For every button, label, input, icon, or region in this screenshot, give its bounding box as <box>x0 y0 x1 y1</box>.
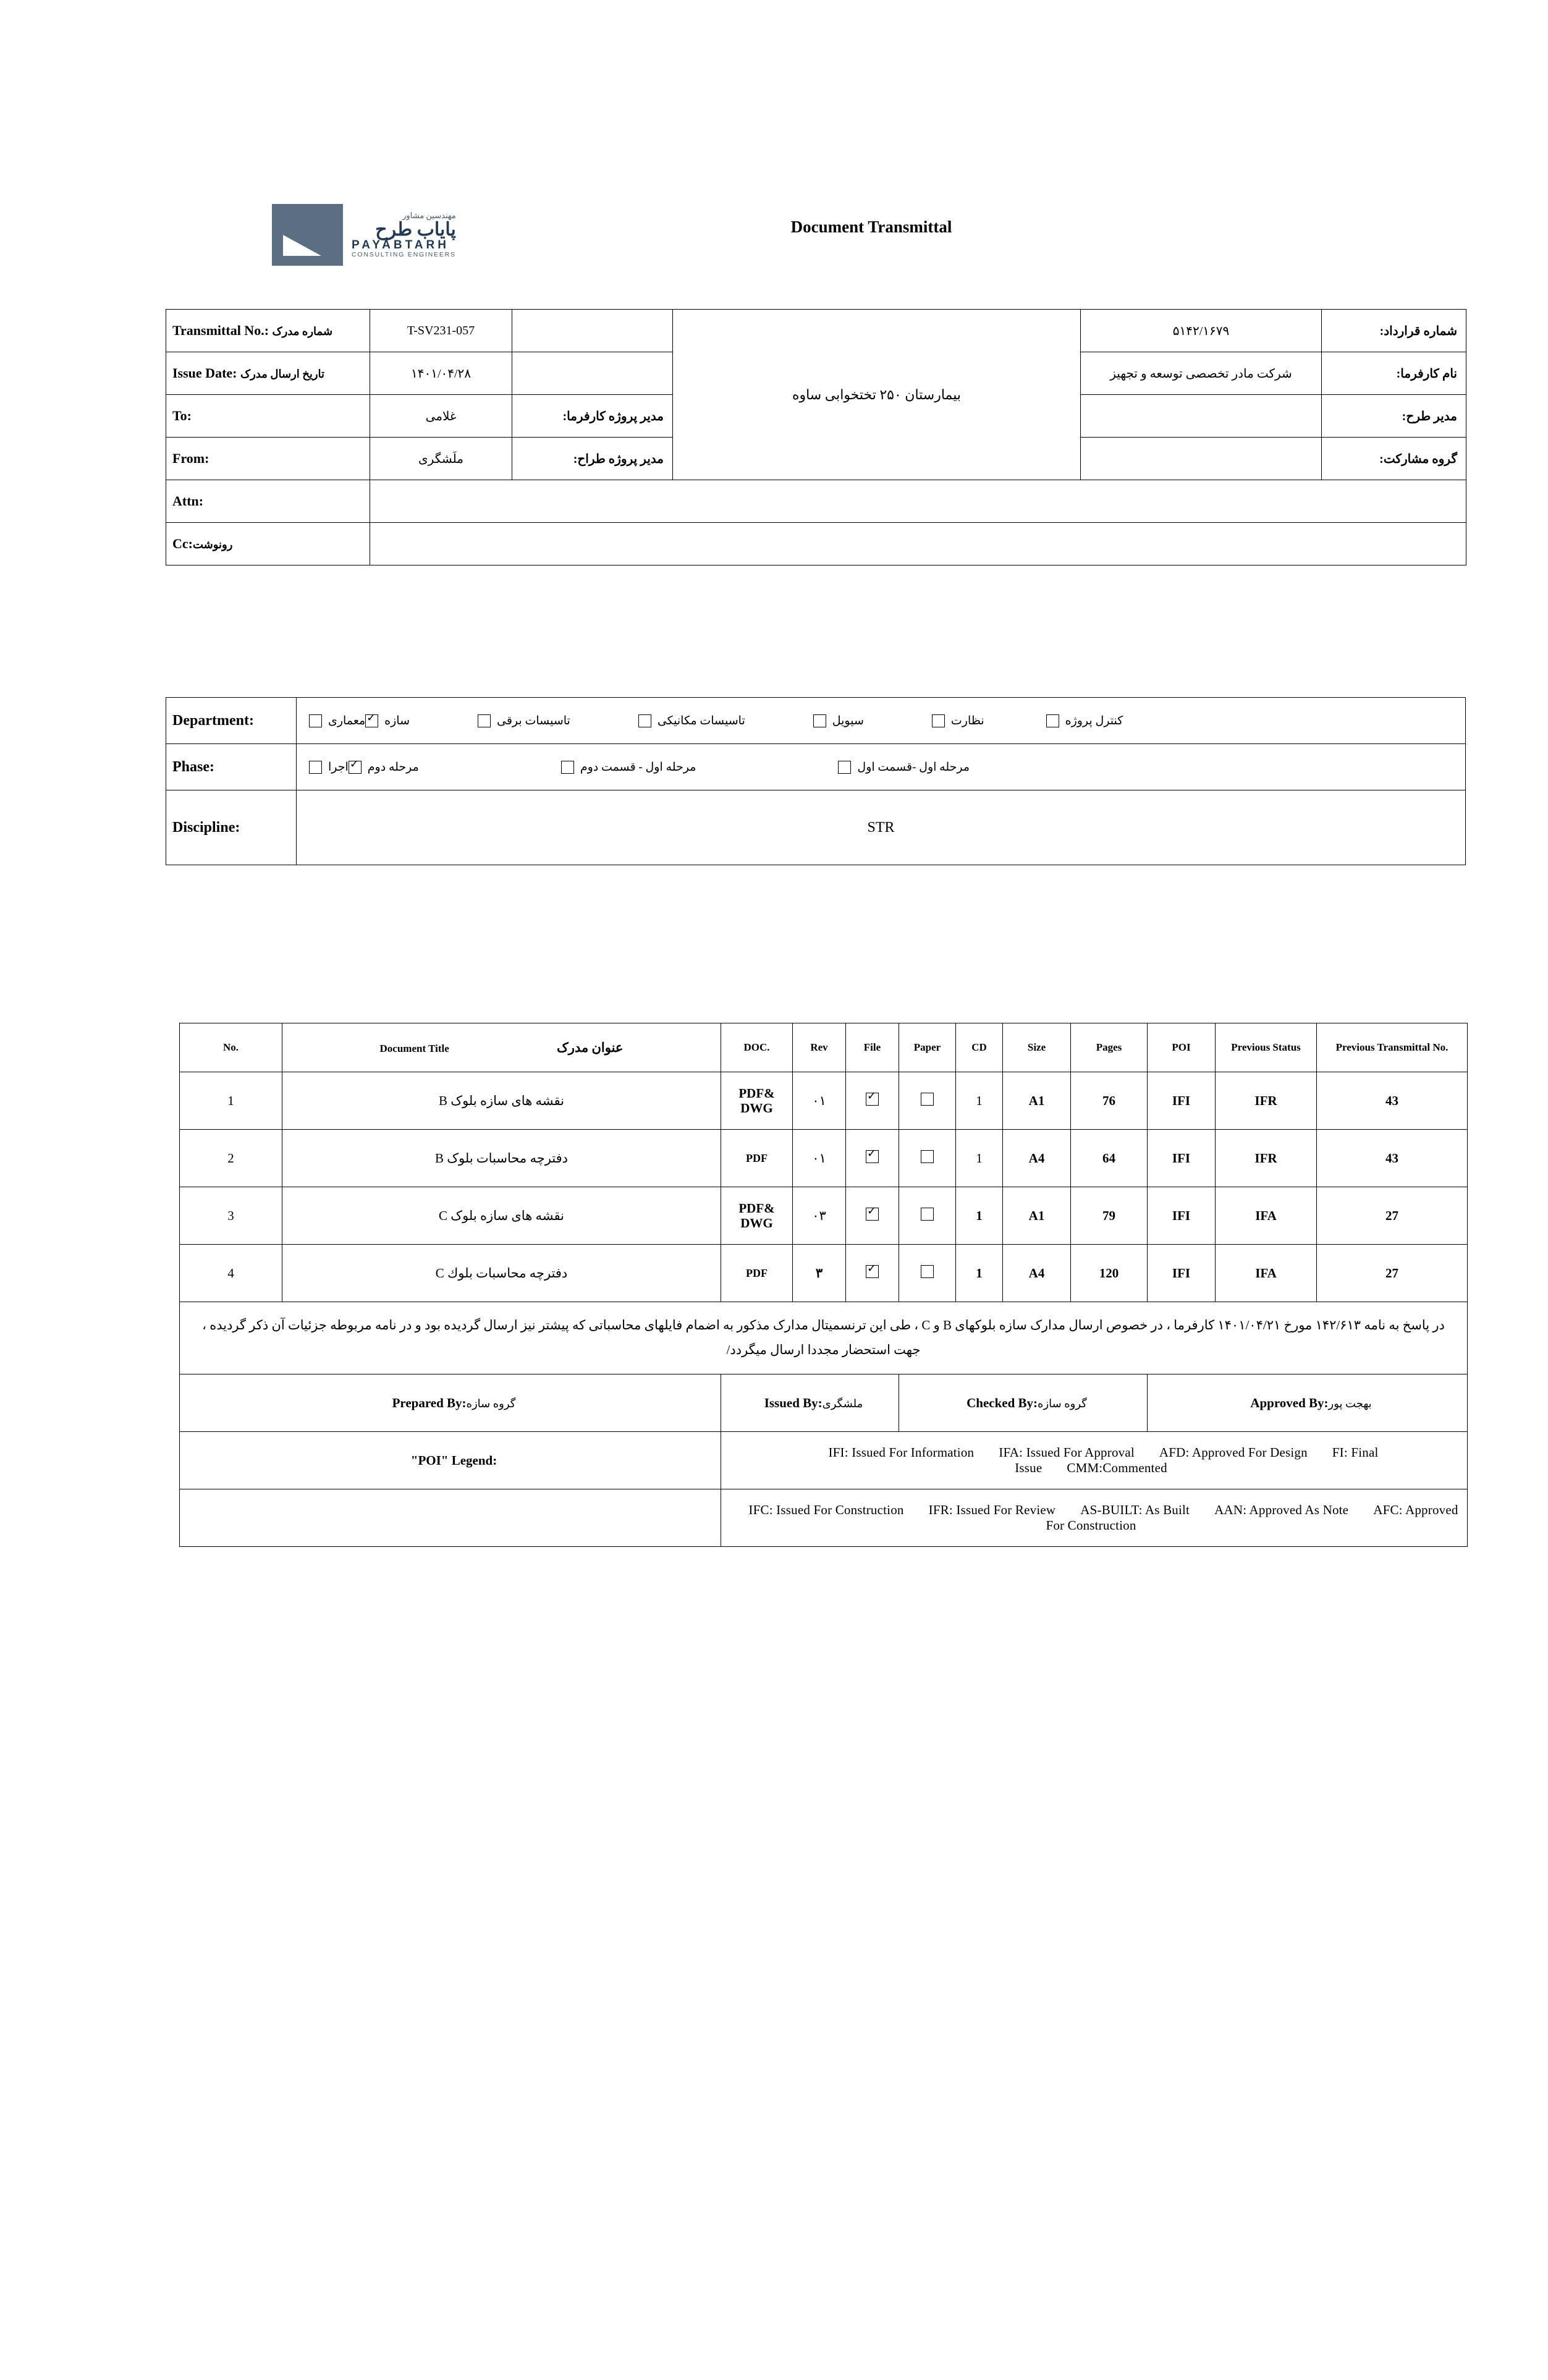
table-row <box>166 523 1466 565</box>
legend-afd: AFD: Approved For Design <box>1159 1445 1308 1460</box>
legend-line-2 <box>721 1489 1468 1547</box>
department-option-civil[interactable] <box>813 714 864 728</box>
row-cd: 1 <box>956 1072 1003 1130</box>
issued-by <box>721 1374 899 1432</box>
column-header-previous-transmittal-no: Previous Transmittal No. <box>1317 1023 1468 1072</box>
column-header-cd: CD <box>956 1023 1003 1072</box>
column-header-pages: Pages <box>1071 1023 1148 1072</box>
phase-label: Phase: <box>166 744 297 790</box>
logo-company-sub: CONSULTING ENGINEERS <box>352 251 456 259</box>
checkbox-icon[interactable] <box>1046 714 1059 727</box>
approved-by-value: بهجت پور <box>1328 1397 1372 1410</box>
column-header-title-en: Document Title <box>379 1042 449 1054</box>
plan-manager-value <box>1081 395 1322 438</box>
phase-options <box>297 744 1466 790</box>
checked-by-value: گروه سازه <box>1038 1397 1087 1410</box>
page-title: Document Transmittal <box>790 218 952 236</box>
row-document-title: نقشه های سازه بلوک C <box>282 1187 721 1245</box>
row-previous-status: IFR <box>1216 1072 1317 1130</box>
plan-manager-label: مدیر طرح: <box>1322 395 1466 438</box>
cc-label-en: Cc: <box>172 536 193 551</box>
checkbox-checked-icon[interactable] <box>866 1265 879 1278</box>
column-header-title-fa: عنوان مدرک <box>557 1040 624 1055</box>
row-poi: IFI <box>1148 1072 1216 1130</box>
employer-name-value: شرکت مادر تخصصی توسعه و تجهیز <box>1081 352 1322 395</box>
legend-ifr: IFR: Issued For Review <box>928 1502 1056 1517</box>
note-row <box>180 1302 1468 1374</box>
employer-pm-label: مدیر پروژه کارفرما: <box>512 395 673 438</box>
row-size: A4 <box>1003 1130 1071 1187</box>
classification-table <box>166 697 1466 865</box>
row-previous-transmittal: 43 <box>1317 1130 1468 1187</box>
logo-fa-small: مهندسین مشاور <box>402 210 456 220</box>
checkbox-checked-icon[interactable] <box>866 1208 879 1221</box>
legend-label: "POI" Legend: <box>180 1432 721 1489</box>
transmittal-no-label-fa: شماره مدرک <box>272 325 333 337</box>
signature-row <box>180 1374 1468 1432</box>
row-doc-type: PDF <box>721 1245 793 1302</box>
row-previous-transmittal: 27 <box>1317 1245 1468 1302</box>
checkbox-icon[interactable] <box>478 714 491 727</box>
row-doc-type: PDF <box>721 1130 793 1187</box>
contract-no-value: ۵۱۴۲/۱۶۷۹ <box>1081 310 1322 352</box>
checkbox-icon[interactable] <box>932 714 945 727</box>
row-previous-transmittal: 43 <box>1317 1072 1468 1130</box>
legend-label-empty <box>180 1489 721 1547</box>
document-header <box>0 192 1548 278</box>
cc-value <box>370 523 1466 565</box>
prepared-by <box>180 1374 721 1432</box>
row-file <box>846 1187 899 1245</box>
department-option-nezarat[interactable] <box>932 714 984 728</box>
partnership-group-value <box>1081 438 1322 480</box>
phase-option-phase1-part2[interactable] <box>561 760 696 774</box>
table-row <box>180 1245 1468 1302</box>
row-poi: IFI <box>1148 1245 1216 1302</box>
to-value: غلامی <box>370 395 512 438</box>
transmittal-no-label <box>166 310 370 352</box>
checkbox-icon[interactable] <box>921 1208 934 1221</box>
row-cd: 1 <box>956 1245 1003 1302</box>
column-header-paper: Paper <box>899 1023 956 1072</box>
phase-option-label: مرحله دوم <box>367 760 419 774</box>
department-option-label: نظارت <box>950 714 984 727</box>
phase-option-label: مرحله اول - قسمت دوم <box>580 760 696 774</box>
discipline-value: STR <box>297 790 1466 865</box>
checkbox-icon[interactable] <box>813 714 826 727</box>
row-size: A4 <box>1003 1245 1071 1302</box>
row-paper <box>899 1187 956 1245</box>
checkbox-icon[interactable] <box>921 1265 934 1278</box>
row-doc-type: PDF& DWG <box>721 1072 793 1130</box>
row-poi: IFI <box>1148 1130 1216 1187</box>
prepared-by-label: Prepared By: <box>392 1395 467 1410</box>
legend-row-1 <box>180 1432 1468 1489</box>
checkbox-icon[interactable] <box>921 1093 934 1106</box>
partnership-group-label: گروه مشارکت: <box>1322 438 1466 480</box>
project-title: بیمارستان ۲۵۰ تختخوابی ساوه <box>673 310 1081 480</box>
row-rev: ۰۳ <box>793 1187 846 1245</box>
spacer-cell-1 <box>512 310 673 352</box>
checkbox-icon[interactable] <box>309 714 322 727</box>
issue-date-label-fa: تاریخ ارسال مدرک <box>240 368 325 380</box>
approved-by-label: Approved By: <box>1250 1395 1329 1410</box>
department-option-label: سازه <box>384 714 410 727</box>
phase-option-phase1-part1[interactable] <box>838 760 970 774</box>
row-file <box>846 1130 899 1187</box>
row-doc-type: PDF& DWG <box>721 1187 793 1245</box>
department-option-label: تاسیسات برقی <box>497 714 570 727</box>
department-option-mechanic[interactable] <box>638 714 745 728</box>
transmittal-info-table <box>166 309 1466 565</box>
phase-option-ejra[interactable] <box>309 760 349 774</box>
row-no: 1 <box>180 1072 282 1130</box>
attn-value <box>370 480 1466 523</box>
designer-pm-label: مدیر پروژه طراح: <box>512 438 673 480</box>
column-header-file: File <box>846 1023 899 1072</box>
department-options <box>297 698 1466 744</box>
issue-date-label-en: Issue Date: <box>172 365 237 381</box>
transmittal-note: در پاسخ به نامه ۱۴۲/۶۱۳ مورخ ۱۴۰۱/۰۴/۲۱ کارفرما ، در خصوص ارسال مدارک سازه بلوکهای B و C ، طی این ترنسمیتال مدارک مذکور به اضمام فایلهای محاسباتی که پیشتر نیز ارسال گردیده بود و در نامه مربوطه جزئیات آن ذکر گردیده ، جهت استحضار مجددا ارسال میگردد/ <box>180 1302 1468 1374</box>
contract-no-label: شماره قرارداد: <box>1322 310 1466 352</box>
row-document-title: نقشه های سازه بلوک B <box>282 1072 721 1130</box>
column-header-previous-status: Previous Status <box>1216 1023 1317 1072</box>
row-no: 4 <box>180 1245 282 1302</box>
column-header-poi: POI <box>1148 1023 1216 1072</box>
logo-text <box>352 211 456 258</box>
legend-fi: FI: Final Issue <box>1015 1445 1379 1475</box>
department-option-label: تاسیسات مکانیکی <box>657 714 745 727</box>
department-option-label: معماری <box>328 714 366 727</box>
row-paper <box>899 1130 956 1187</box>
row-previous-status: IFR <box>1216 1130 1317 1187</box>
row-no: 2 <box>180 1130 282 1187</box>
row-previous-status: IFA <box>1216 1187 1317 1245</box>
row-rev: ۰۱ <box>793 1072 846 1130</box>
row-rev: ۳ <box>793 1245 846 1302</box>
phase-row <box>166 744 1466 790</box>
department-option-project-control[interactable] <box>1046 714 1123 728</box>
transmittal-no-value: T-SV231-057 <box>370 310 512 352</box>
logo-fa-big: پایاب طرح <box>375 219 456 240</box>
phase-option-phase2[interactable] <box>349 760 419 774</box>
checkbox-icon[interactable] <box>638 714 651 727</box>
legend-aan: AAN: Approved As Note <box>1214 1502 1349 1517</box>
row-paper <box>899 1245 956 1302</box>
checkbox-checked-icon[interactable] <box>866 1093 879 1106</box>
row-document-title: دفترچه محاسبات بلوك C <box>282 1245 721 1302</box>
checked-by <box>899 1374 1148 1432</box>
table-row <box>166 310 1466 352</box>
approved-by <box>1148 1374 1468 1432</box>
department-option-sazeh[interactable] <box>365 714 410 728</box>
department-option-list <box>297 698 1465 743</box>
row-rev: ۰۱ <box>793 1130 846 1187</box>
legend-ifi: IFI: Issued For Information <box>828 1445 975 1460</box>
issued-by-label: Issued By: <box>764 1395 823 1410</box>
employer-name-label: نام کارفرما: <box>1322 352 1466 395</box>
column-header-doc: DOC. <box>721 1023 793 1072</box>
cc-label <box>166 523 370 565</box>
department-option-barghi[interactable] <box>478 714 570 728</box>
row-size: A1 <box>1003 1072 1071 1130</box>
company-logo <box>272 192 513 278</box>
discipline-row <box>166 790 1466 865</box>
row-cd: 1 <box>956 1130 1003 1187</box>
checkbox-icon[interactable] <box>838 761 851 774</box>
from-value: ملَشگری <box>370 438 512 480</box>
row-file <box>846 1072 899 1130</box>
row-document-title: دفترچه محاسبات بلوک B <box>282 1130 721 1187</box>
column-header-rev: Rev <box>793 1023 846 1072</box>
issue-date-label <box>166 352 370 395</box>
phase-option-label: اجرا <box>328 760 349 774</box>
cc-label-fa: رونوشت <box>192 538 233 551</box>
legend-afc: AFC: Approved For Construction <box>1046 1502 1458 1533</box>
department-row <box>166 698 1466 744</box>
row-size: A1 <box>1003 1187 1071 1245</box>
legend-row-2 <box>180 1489 1468 1547</box>
row-pages: 79 <box>1071 1187 1148 1245</box>
department-option-memari[interactable] <box>309 714 365 728</box>
table-row <box>180 1130 1468 1187</box>
spacer-cell-2 <box>512 352 673 395</box>
checkbox-checked-icon[interactable] <box>365 714 378 727</box>
documents-table <box>179 1023 1468 1547</box>
row-previous-status: IFA <box>1216 1245 1317 1302</box>
documents-table-header <box>180 1023 1468 1072</box>
attn-label: Attn: <box>166 480 370 523</box>
to-label: To: <box>166 395 370 438</box>
row-no: 3 <box>180 1187 282 1245</box>
checked-by-label: Checked By: <box>966 1395 1038 1410</box>
logo-mark-icon <box>272 204 343 266</box>
from-label: From: <box>166 438 370 480</box>
issued-by-value: ملشگری <box>822 1397 863 1410</box>
transmittal-no-label-en: Transmittal No.: <box>172 323 269 338</box>
table-row <box>180 1187 1468 1245</box>
row-pages: 120 <box>1071 1245 1148 1302</box>
checkbox-icon[interactable] <box>561 761 574 774</box>
checkbox-icon[interactable] <box>921 1150 934 1163</box>
legend-as-built: AS-BUILT: As Built <box>1080 1502 1190 1517</box>
department-option-label: سیویل <box>832 714 864 727</box>
prepared-by-value: گروه سازه <box>466 1397 516 1410</box>
legend-ifc: IFC: Issued For Construction <box>748 1502 904 1517</box>
column-header-no: No. <box>180 1023 282 1072</box>
row-previous-transmittal: 27 <box>1317 1187 1468 1245</box>
legend-line-1 <box>721 1432 1468 1489</box>
discipline-label: Discipline: <box>166 790 297 865</box>
legend-ifa: IFA: Issued For Approval <box>999 1445 1135 1460</box>
department-label: Department: <box>166 698 297 744</box>
table-row <box>166 480 1466 523</box>
row-cd: 1 <box>956 1187 1003 1245</box>
row-poi: IFI <box>1148 1187 1216 1245</box>
column-header-size: Size <box>1003 1023 1071 1072</box>
row-pages: 76 <box>1071 1072 1148 1130</box>
department-option-label: کنترل پروژه <box>1065 714 1123 727</box>
legend-cmm: CMM:Commented <box>1067 1460 1167 1475</box>
column-header-title <box>282 1023 721 1072</box>
issue-date-value: ۱۴۰۱/۰۴/۲۸ <box>370 352 512 395</box>
phase-option-list <box>297 744 1465 790</box>
phase-option-label: مرحله اول -قسمت اول <box>857 760 970 774</box>
checkbox-checked-icon[interactable] <box>866 1150 879 1163</box>
checkbox-checked-icon[interactable] <box>349 761 362 774</box>
row-file <box>846 1245 899 1302</box>
row-pages: 64 <box>1071 1130 1148 1187</box>
row-paper <box>899 1072 956 1130</box>
logo-company-name: PAYABTARH <box>352 239 449 252</box>
table-row <box>180 1072 1468 1130</box>
checkbox-icon[interactable] <box>309 761 322 774</box>
